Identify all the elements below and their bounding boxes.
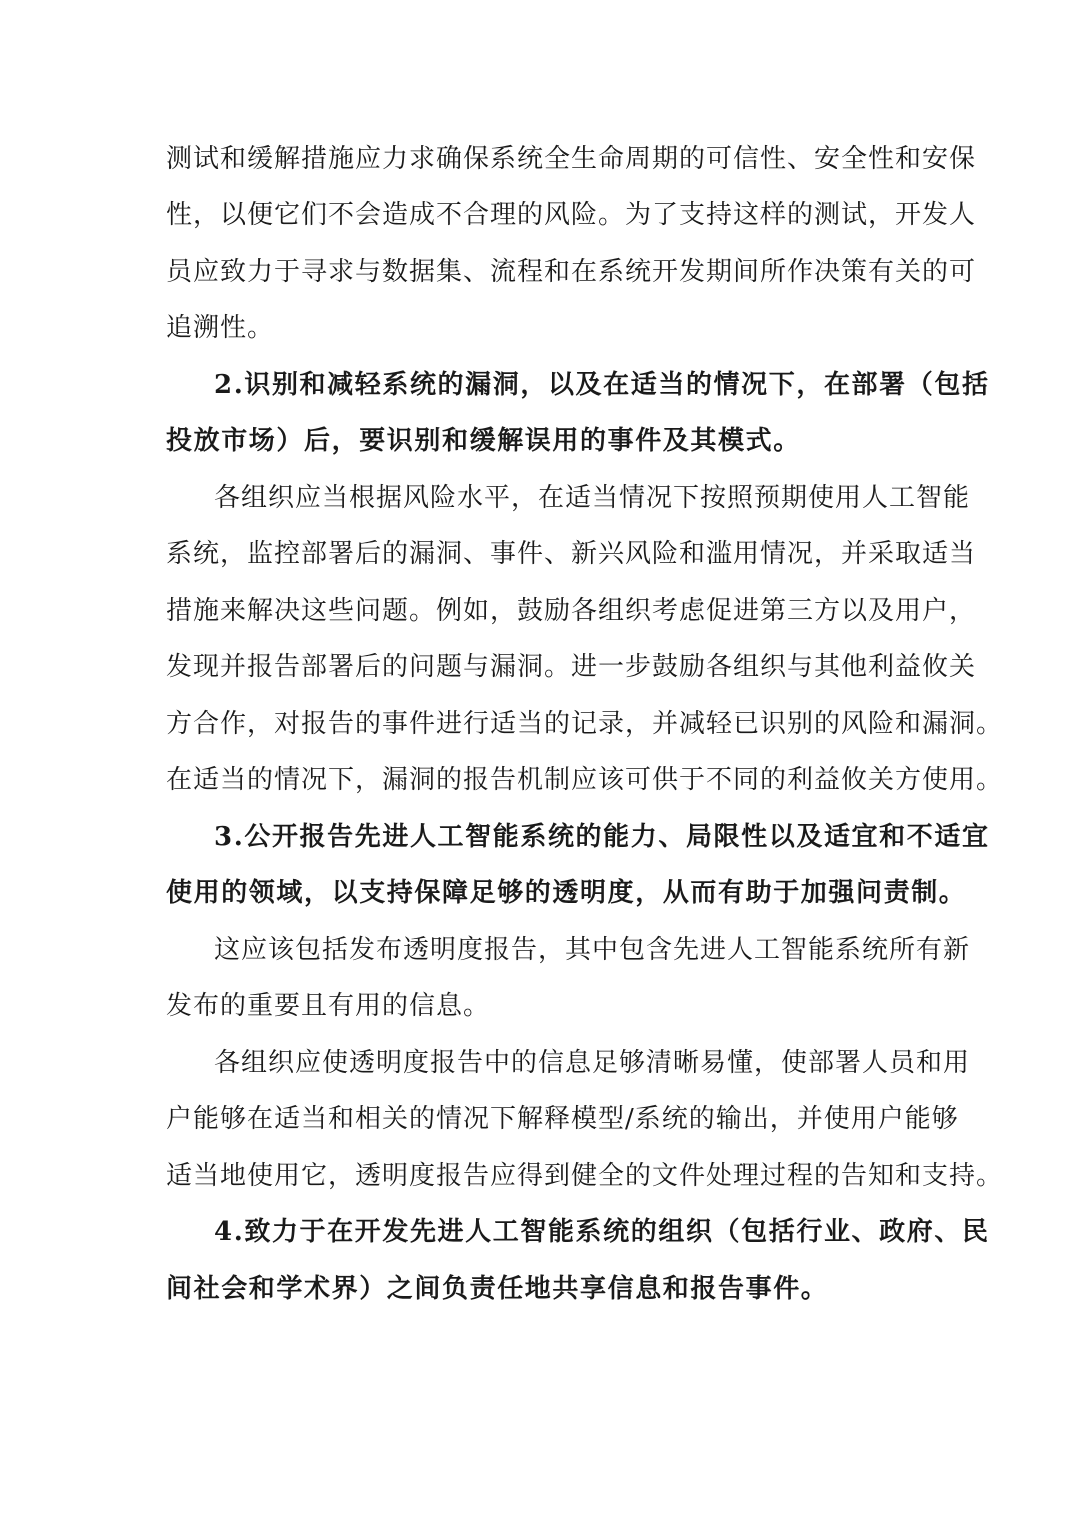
body-line: 各组织应当根据风险水平，在适当情况下按照预期使用人工智能 bbox=[214, 483, 971, 513]
body-line: 各组织应使透明度报告中的信息足够清晰易懂，使部署人员和用 bbox=[214, 1048, 971, 1078]
section-heading-4: 4.致力于在开发先进人工智能系统的组织（包括行业、政府、民 bbox=[214, 1217, 990, 1247]
body-line: 方合作，对报告的事件进行适当的记录，并减轻已识别的风险和漏洞。 bbox=[166, 709, 1004, 739]
body-line: 这应该包括发布透明度报告，其中包含先进人工智能系统所有新 bbox=[214, 935, 971, 965]
body-line: 系统，监控部署后的漏洞、事件、新兴风险和滥用情况，并采取适当 bbox=[166, 539, 977, 569]
body-line: 性，以便它们不会造成不合理的风险。为了支持这样的测试，开发人 bbox=[166, 200, 977, 230]
body-line: 户能够在适当和相关的情况下解释模型/系统的输出，并使用户能够 bbox=[166, 1104, 959, 1134]
body-line: 措施来解决这些问题。例如，鼓励各组织考虑促进第三方以及用户， bbox=[166, 596, 977, 626]
body-line: 发现并报告部署后的问题与漏洞。进一步鼓励各组织与其他利益攸关 bbox=[166, 652, 977, 682]
body-line: 追溯性。 bbox=[166, 313, 275, 343]
section-heading-4-cont: 间社会和学术界）之间负责任地共享信息和报告事件。 bbox=[166, 1274, 829, 1304]
section-heading-3: 3.公开报告先进人工智能系统的能力、局限性以及适宜和不适宜 bbox=[214, 822, 990, 852]
body-line: 在适当的情况下，漏洞的报告机制应该可供于不同的利益攸关方使用。 bbox=[166, 765, 1004, 795]
body-line: 测试和缓解措施应力求确保系统全生命周期的可信性、安全性和安保 bbox=[166, 144, 977, 174]
section-heading-2: 2.识别和减轻系统的漏洞，以及在适当的情况下，在部署（包括 bbox=[214, 370, 990, 400]
section-heading-3-cont: 使用的领域，以支持保障足够的透明度，从而有助于加强问责制。 bbox=[166, 878, 967, 908]
body-line: 适当地使用它，透明度报告应得到健全的文件处理过程的告知和支持。 bbox=[166, 1161, 1004, 1191]
section-heading-2-cont: 投放市场）后，要识别和缓解误用的事件及其模式。 bbox=[166, 426, 801, 456]
body-line: 员应致力于寻求与数据集、流程和在系统开发期间所作决策有关的可 bbox=[166, 257, 977, 287]
body-line: 发布的重要且有用的信息。 bbox=[166, 991, 491, 1021]
